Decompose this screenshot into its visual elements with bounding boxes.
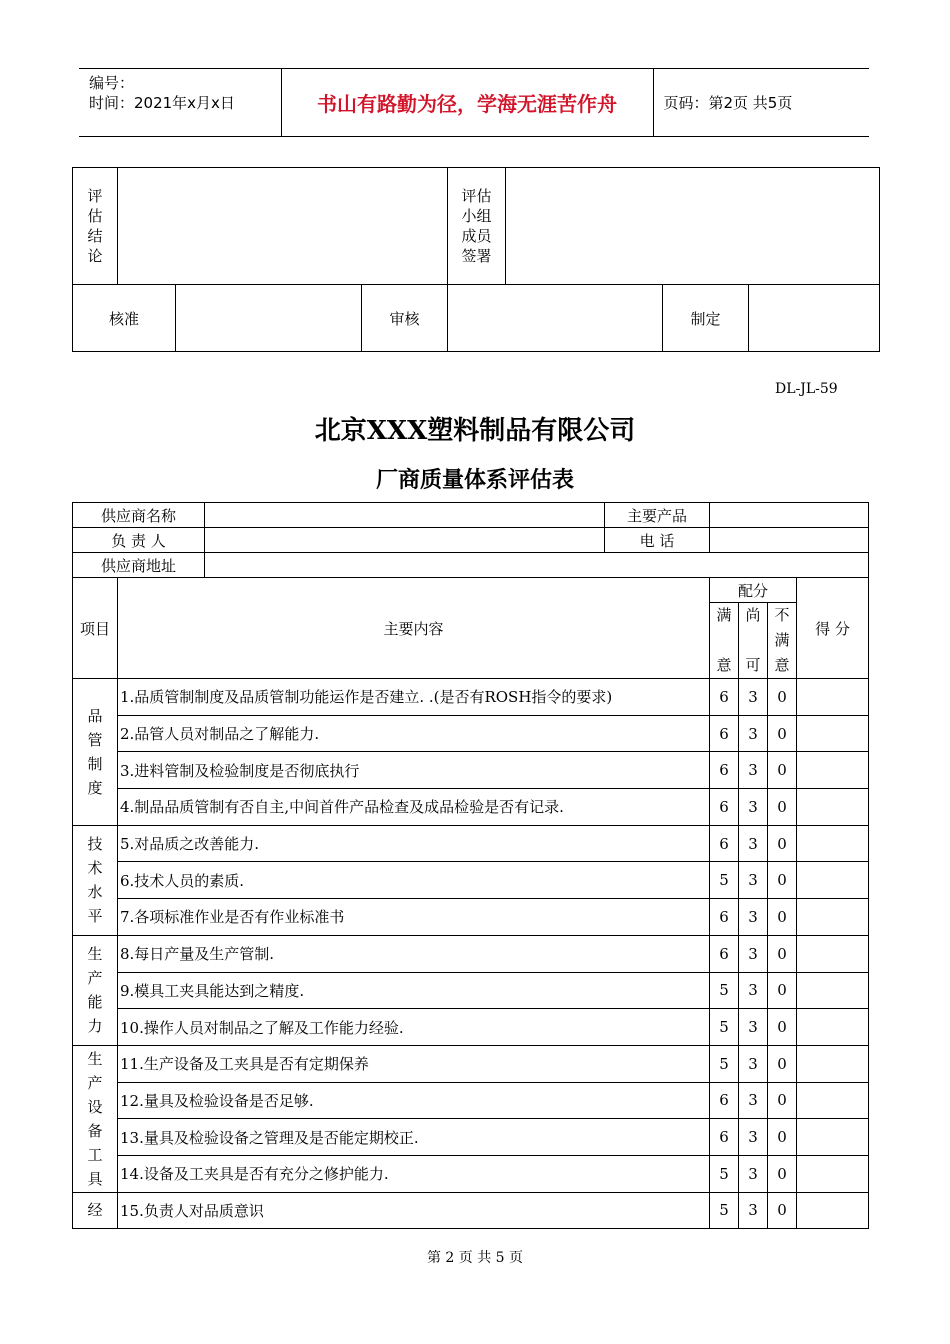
score-full: 5 <box>710 1009 739 1046</box>
score-ok: 3 <box>739 825 768 862</box>
score-bad: 0 <box>768 862 797 899</box>
group-label-char: 具 <box>87 1169 103 1188</box>
header-meta <box>79 69 281 137</box>
eval-conclusion-label-char: 结 <box>87 227 103 245</box>
eval-conclusion-label-char: 估 <box>87 207 103 225</box>
score-bad: 0 <box>768 1119 797 1156</box>
col-full-header-char: 满 <box>716 606 732 624</box>
score-ok: 3 <box>739 862 768 899</box>
score-field[interactable] <box>797 862 869 899</box>
eval-conclusion-field[interactable] <box>118 168 448 285</box>
score-ok: 3 <box>739 899 768 936</box>
score-ok: 3 <box>739 789 768 826</box>
col-bad-header-char: 满 <box>774 631 790 649</box>
score-full: 5 <box>710 972 739 1009</box>
score-bad: 0 <box>768 789 797 826</box>
item-content: 14.设备及工夹具是否有充分之修护能力. <box>118 1155 710 1192</box>
phone-field[interactable] <box>710 528 869 553</box>
form-title: 厂商质量体系评估表 <box>375 467 574 493</box>
eval-conclusion-label <box>73 168 118 285</box>
score-field[interactable] <box>797 679 869 716</box>
score-full: 6 <box>710 899 739 936</box>
score-bad: 0 <box>768 899 797 936</box>
col-item-header: 项目 <box>73 578 118 679</box>
group-label <box>73 679 118 826</box>
score-ok: 3 <box>739 1082 768 1119</box>
eval-conclusion-label-char: 论 <box>87 247 103 265</box>
score-field[interactable] <box>797 935 869 972</box>
col-content-header: 主要内容 <box>118 578 710 679</box>
owner-label: 负 责 人 <box>73 528 205 553</box>
group-label-char: 产 <box>87 1073 103 1092</box>
owner-field[interactable] <box>205 528 605 553</box>
score-bad: 0 <box>768 1045 797 1082</box>
score-bad: 0 <box>768 825 797 862</box>
group-label-char: 生 <box>87 945 103 964</box>
score-full: 6 <box>710 1082 739 1119</box>
item-content: 6.技术人员的素质. <box>118 862 710 899</box>
score-bad: 0 <box>768 1009 797 1046</box>
table-row <box>73 1119 869 1156</box>
item-content: 9.模具工夹具能达到之精度. <box>118 972 710 1009</box>
score-ok: 3 <box>739 1119 768 1156</box>
score-bad: 0 <box>768 1082 797 1119</box>
group-label-char: 水 <box>87 883 103 902</box>
group-label-char: 度 <box>87 778 103 797</box>
score-ok: 3 <box>739 1155 768 1192</box>
prepare-field[interactable] <box>749 285 880 352</box>
team-sign-field[interactable] <box>506 168 880 285</box>
score-full: 6 <box>710 715 739 752</box>
review-label: 审核 <box>362 285 448 352</box>
score-ok: 3 <box>739 1192 768 1229</box>
col-full-header <box>710 603 739 679</box>
col-ok-header-char: 可 <box>745 656 761 674</box>
score-field[interactable] <box>797 1045 869 1082</box>
item-content: 8.每日产量及生产管制. <box>118 935 710 972</box>
group-label <box>73 1192 118 1229</box>
table-row <box>73 1192 869 1229</box>
score-bad: 0 <box>768 715 797 752</box>
motto: 书山有路勤为径，学海无涯苦作舟 <box>281 69 653 137</box>
score-field[interactable] <box>797 1192 869 1229</box>
score-field[interactable] <box>797 789 869 826</box>
phone-label: 电 话 <box>605 528 710 553</box>
eval-conclusion-label-char: 评 <box>87 187 103 205</box>
item-content: 2.品管人员对制品之了解能力. <box>118 715 710 752</box>
item-content: 3.进料管制及检验制度是否彻底执行 <box>118 752 710 789</box>
page-info: 页码：第2页 共5页 <box>653 69 869 137</box>
group-label-char: 制 <box>87 754 103 773</box>
col-ok-header <box>739 603 768 679</box>
evaluation-table <box>72 502 869 1229</box>
table-row <box>73 715 869 752</box>
col-bad-header-char: 意 <box>774 656 790 674</box>
score-bad: 0 <box>768 972 797 1009</box>
score-full: 6 <box>710 679 739 716</box>
table-row <box>73 1082 869 1119</box>
group-label-char: 管 <box>87 730 103 749</box>
group-label-char: 技 <box>87 835 103 854</box>
score-bad: 0 <box>768 1192 797 1229</box>
score-field[interactable] <box>797 972 869 1009</box>
col-bad-header <box>768 603 797 679</box>
group-label-char: 设 <box>87 1097 103 1116</box>
item-content: 11.生产设备及工夹具是否有定期保养 <box>118 1045 710 1082</box>
score-field[interactable] <box>797 1119 869 1156</box>
group-label-char: 经 <box>87 1201 103 1220</box>
group-label-char: 工 <box>87 1145 103 1164</box>
score-full: 6 <box>710 825 739 862</box>
page-header <box>79 68 869 137</box>
table-row <box>73 1155 869 1192</box>
col-ok-header-char: 尚 <box>745 606 761 624</box>
score-ok: 3 <box>739 715 768 752</box>
item-content: 1.品质管制制度及品质管制功能运作是否建立. .(是否有ROSH指令的要求) <box>118 679 710 716</box>
score-ok: 3 <box>739 1045 768 1082</box>
score-full: 5 <box>710 1155 739 1192</box>
table-row <box>73 1045 869 1082</box>
score-field[interactable] <box>797 1155 869 1192</box>
score-full: 6 <box>710 1119 739 1156</box>
score-field[interactable] <box>797 825 869 862</box>
address-field[interactable] <box>205 553 869 578</box>
table-row <box>73 1009 869 1046</box>
score-bad: 0 <box>768 935 797 972</box>
score-bad: 0 <box>768 1155 797 1192</box>
group-label-char: 产 <box>87 969 103 988</box>
group-label <box>73 1045 118 1192</box>
group-label-char: 平 <box>87 907 103 926</box>
score-full: 6 <box>710 752 739 789</box>
table-row <box>73 679 869 716</box>
table-row <box>73 972 869 1009</box>
score-full: 6 <box>710 935 739 972</box>
score-field[interactable] <box>797 715 869 752</box>
item-content: 13.量具及检验设备之管理及是否能定期校正. <box>118 1119 710 1156</box>
item-content: 10.操作人员对制品之了解及工作能力经验. <box>118 1009 710 1046</box>
group-label-char: 术 <box>87 859 103 878</box>
item-content: 7.各项标准作业是否有作业标准书 <box>118 899 710 936</box>
company-name: 北京XXX塑料制品有限公司 <box>314 416 636 446</box>
supplier-name-label: 供应商名称 <box>73 503 205 528</box>
score-field[interactable] <box>797 899 869 936</box>
group-label-char: 品 <box>87 706 103 725</box>
team-sign-label-char: 签署 <box>461 247 492 265</box>
score-ok: 3 <box>739 679 768 716</box>
item-content: 5.对品质之改善能力. <box>118 825 710 862</box>
page-footer: 第 2 页 共 5 页 <box>426 1250 524 1266</box>
supplier-name-field[interactable] <box>205 503 605 528</box>
group-label-char: 能 <box>87 993 103 1012</box>
table-row <box>73 935 869 972</box>
col-bad-header-char: 不 <box>774 606 790 624</box>
score-field[interactable] <box>797 1082 869 1119</box>
team-sign-label-char: 评估 <box>461 187 492 205</box>
table-row <box>73 789 869 826</box>
score-full: 5 <box>710 1192 739 1229</box>
address-label: 供应商地址 <box>73 553 205 578</box>
doc-number: DL-JL-59 <box>775 381 838 397</box>
score-field[interactable] <box>797 1009 869 1046</box>
main-product-label: 主要产品 <box>605 503 710 528</box>
group-label-char: 生 <box>87 1049 103 1068</box>
time-label: 时间：2021年x月x日 <box>89 94 235 112</box>
score-bad: 0 <box>768 679 797 716</box>
review-field[interactable] <box>448 285 663 352</box>
conclusion-table <box>72 167 880 352</box>
score-bad: 0 <box>768 752 797 789</box>
item-content: 4.制品品质管制有否自主,中间首件产品检查及成品检验是否有记录. <box>118 789 710 826</box>
table-row <box>73 862 869 899</box>
col-full-header-char: 意 <box>716 656 732 674</box>
score-ok: 3 <box>739 972 768 1009</box>
score-full: 5 <box>710 1045 739 1082</box>
team-sign-label-char: 成员 <box>461 227 492 245</box>
col-score-header: 得 分 <box>797 578 869 679</box>
table-row <box>73 752 869 789</box>
group-label <box>73 825 118 935</box>
score-full: 5 <box>710 862 739 899</box>
table-row <box>73 899 869 936</box>
score-ok: 3 <box>739 1009 768 1046</box>
prepare-label: 制定 <box>663 285 749 352</box>
number-label: 编号： <box>89 74 135 92</box>
item-content: 12.量具及检验设备是否足够. <box>118 1082 710 1119</box>
team-sign-label-char: 小组 <box>461 207 492 225</box>
score-ok: 3 <box>739 935 768 972</box>
team-sign-label <box>448 168 506 285</box>
main-product-field[interactable] <box>710 503 869 528</box>
group-label <box>73 935 118 1045</box>
approve-label: 核准 <box>73 285 176 352</box>
score-field[interactable] <box>797 752 869 789</box>
approve-field[interactable] <box>176 285 362 352</box>
table-row <box>73 825 869 862</box>
score-ok: 3 <box>739 752 768 789</box>
group-label-char: 备 <box>87 1121 103 1140</box>
group-label-char: 力 <box>87 1017 103 1036</box>
score-full: 6 <box>710 789 739 826</box>
col-score-group-header: 配分 <box>710 578 797 603</box>
item-content: 15.负责人对品质意识 <box>118 1192 710 1229</box>
